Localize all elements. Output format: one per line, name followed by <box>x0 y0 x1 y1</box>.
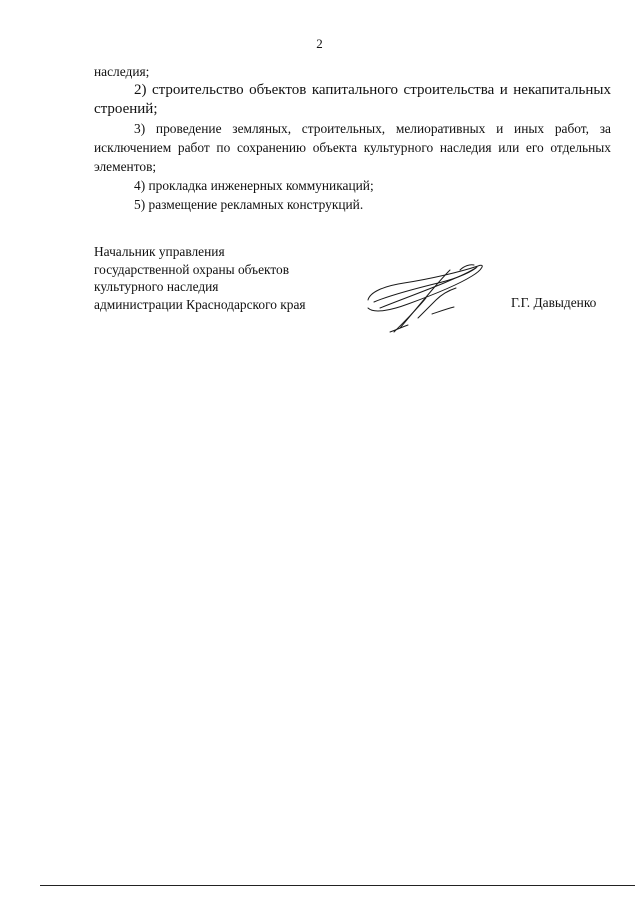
list-item-2: 2) строительство объектов капитального строительства и некапитальных строений; <box>94 82 611 117</box>
signatory-title-line: Начальник управления <box>94 244 225 259</box>
list-item-3: 3) проведение земляных, строительных, мелиоративных и иных работ, за исключением работ по сохранению объекта культурного наследия или его отдельных элементов; <box>94 121 611 174</box>
paragraph-continuation: наследия; <box>94 64 150 79</box>
bottom-rule <box>40 885 635 886</box>
signatory-title-block <box>94 243 306 313</box>
signatory-title-line: культурного наследия <box>94 279 219 294</box>
signatory-name: Г.Г. Давыденко <box>511 295 597 310</box>
signatory-title-line: государственной охраны объектов <box>94 261 290 277</box>
page-number: 2 <box>316 36 323 51</box>
list-item-5: 5) размещение рекламных конструкций. <box>134 197 364 212</box>
handwritten-signature <box>360 256 488 336</box>
signatory-title-line: администрации Краснодарского края <box>94 296 306 312</box>
list-item-4: 4) прокладка инженерных коммуникаций; <box>134 178 374 193</box>
document-body <box>94 62 611 214</box>
